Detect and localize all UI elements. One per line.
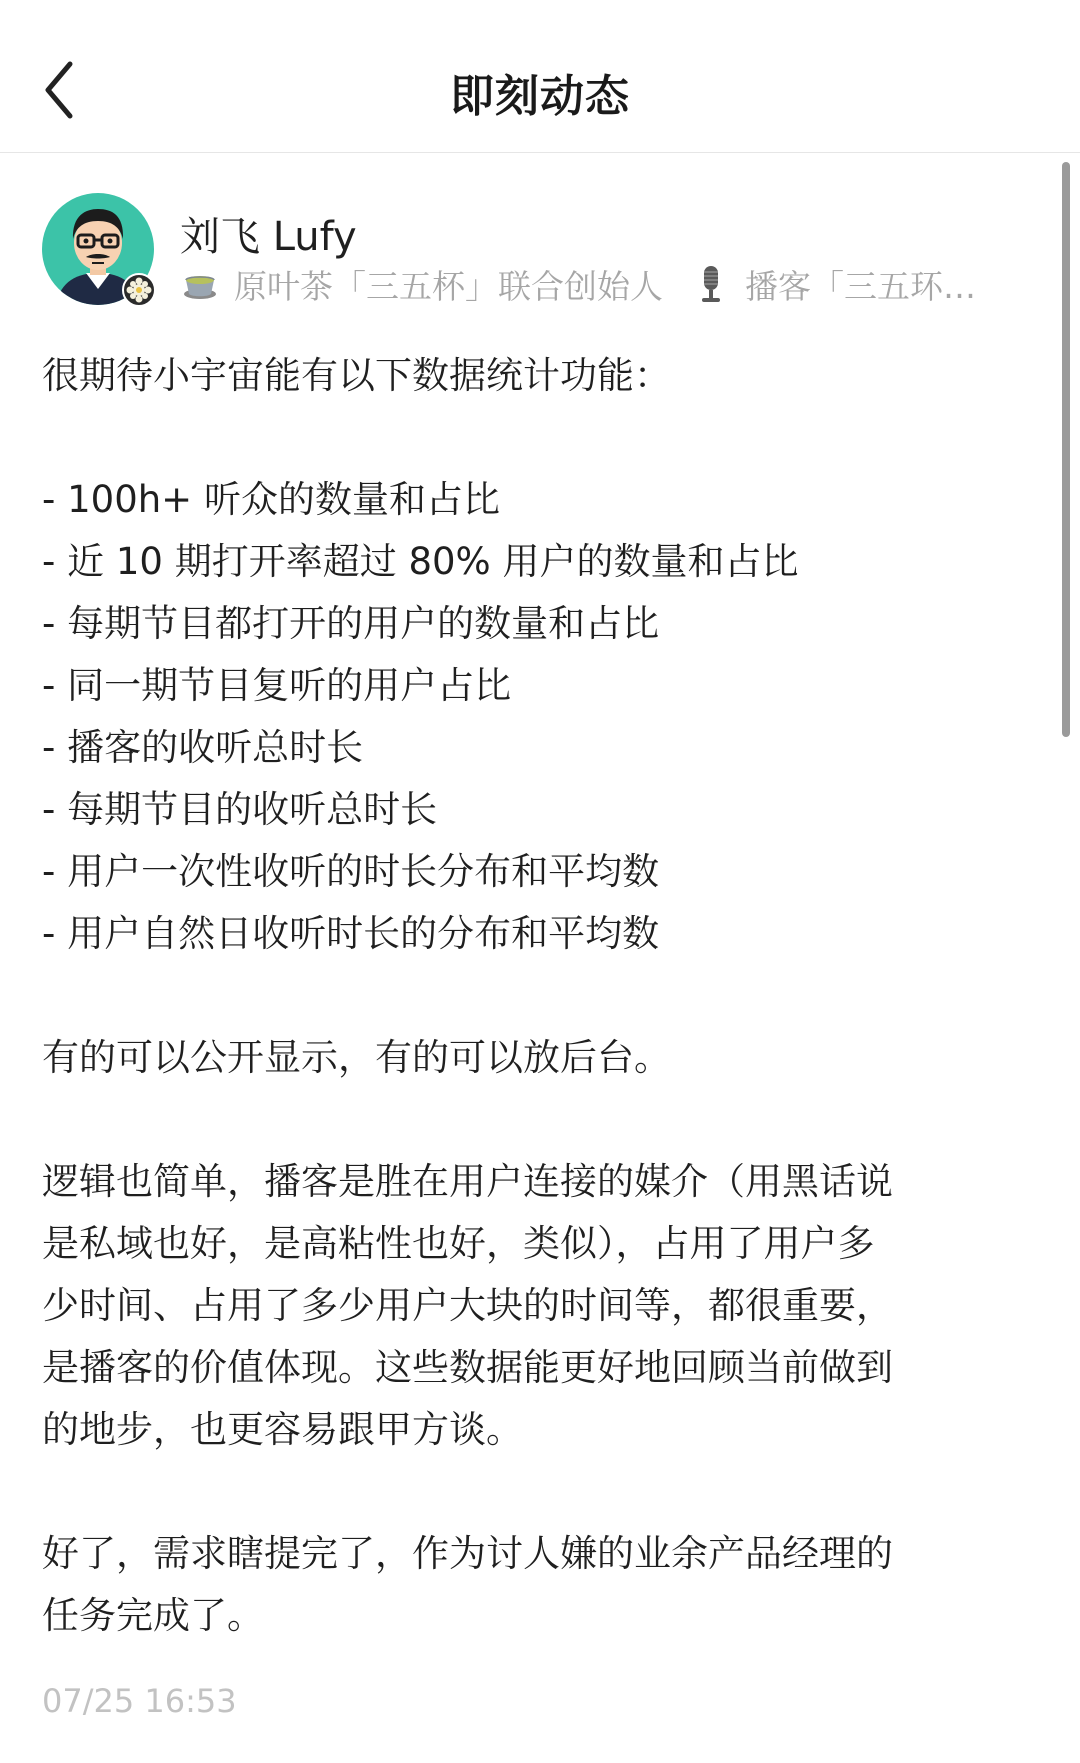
list-item: - 播客的收听总时长	[42, 726, 364, 769]
avatar[interactable]	[42, 193, 154, 305]
bio-tag-1: 原叶茶「三五杯」联合创始人	[234, 266, 663, 306]
post-timestamp: 07/25 16:53	[42, 1682, 237, 1720]
post-paragraph-line: 逻辑也简单，播客是胜在用户连接的媒介（用黑话说	[42, 1160, 893, 1203]
post-paragraph-line: 任务完成了。	[42, 1594, 264, 1637]
post-paragraph-line: 少时间、占用了多少用户大块的时间等，都很重要，	[42, 1284, 893, 1327]
author-header	[42, 193, 1002, 308]
list-item: - 用户自然日收听时长的分布和平均数	[42, 912, 660, 955]
top-nav-bar	[0, 0, 1080, 153]
post-paragraph-line: 是私域也好，是高粘性也好，类似），占用了用户多	[42, 1222, 875, 1265]
list-item: - 每期节目的收听总时长	[42, 788, 438, 831]
post-paragraph-line: 是播客的价值体现。这些数据能更好地回顾当前做到	[42, 1346, 893, 1389]
tea-cup-icon	[180, 264, 220, 304]
list-item: - 近 10 期打开率超过 80% 用户的数量和占比	[42, 540, 799, 583]
page-title: 即刻动态	[450, 71, 630, 122]
author-bio-tags	[180, 259, 1020, 309]
list-item: - 同一期节目复听的用户占比	[42, 664, 512, 707]
post-paragraph-line: 好了，需求瞎提完了，作为讨人嫌的业余产品经理的	[42, 1532, 893, 1575]
bio-tag-2: 播客「三五环…	[745, 266, 976, 306]
post-paragraph-line: 的地步，也更容易跟甲方谈。	[42, 1408, 523, 1451]
verified-badge-icon	[122, 273, 156, 307]
scrollbar[interactable]	[1062, 162, 1070, 737]
post-paragraph: 有的可以公开显示，有的可以放后台。	[42, 1036, 671, 1079]
list-item: - 用户一次性收听的时长分布和平均数	[42, 850, 660, 893]
post-intro: 很期待小宇宙能有以下数据统计功能：	[42, 354, 671, 397]
microphone-icon	[691, 264, 731, 304]
post-content	[42, 345, 1022, 1647]
list-item: - 每期节目都打开的用户的数量和占比	[42, 602, 660, 645]
list-item: - 100h+ 听众的数量和占比	[42, 478, 500, 521]
author-name[interactable]: 刘飞 Lufy	[180, 214, 357, 260]
